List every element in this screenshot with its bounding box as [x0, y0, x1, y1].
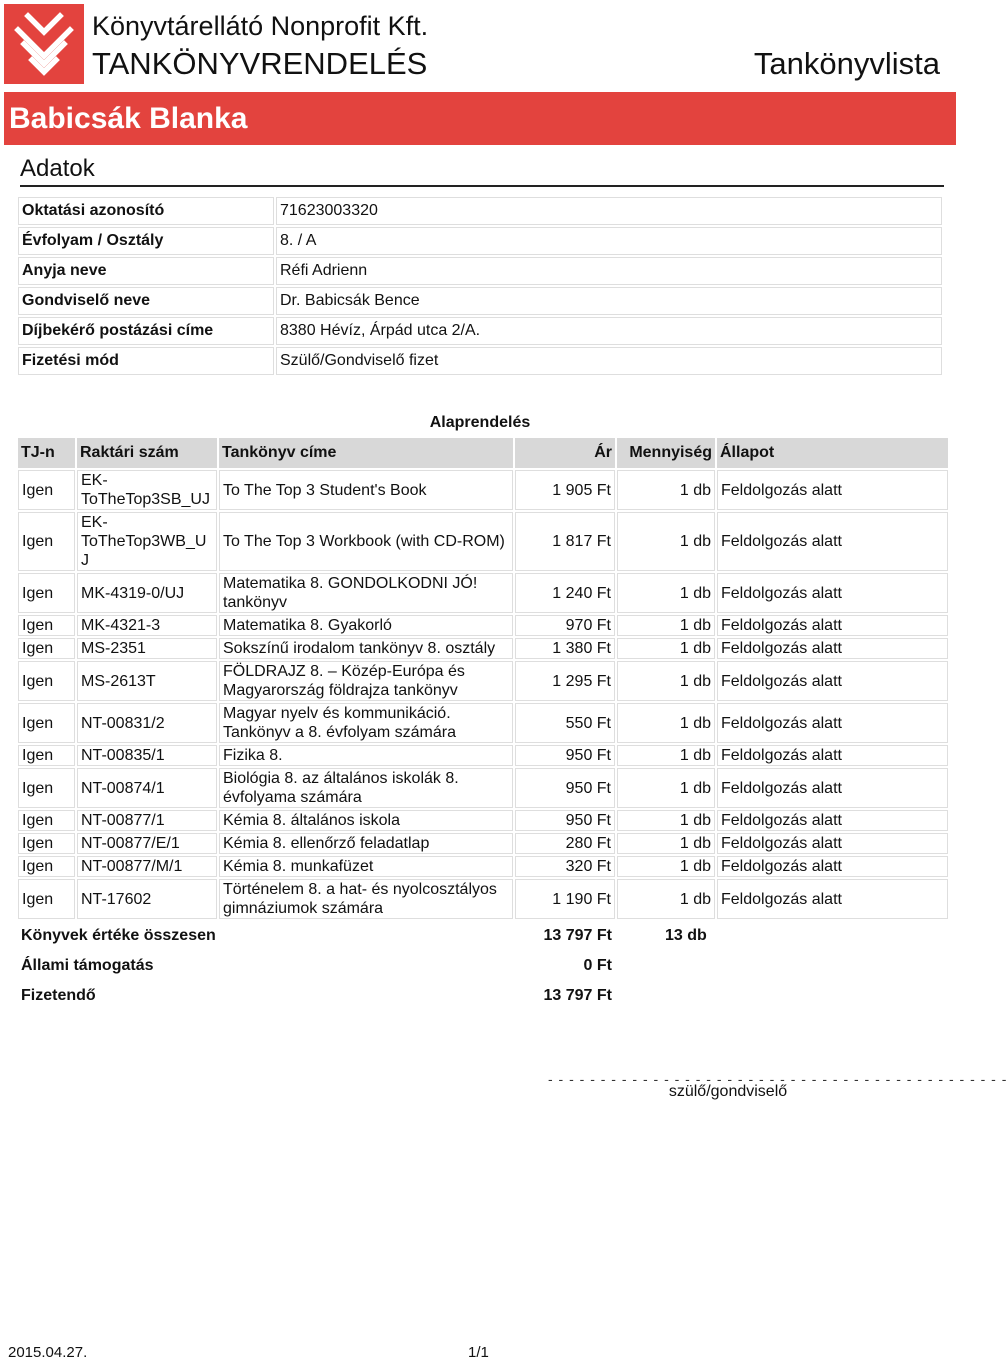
info-row	[18, 287, 942, 315]
row-code: MS-2351	[77, 638, 217, 659]
row-price: 970 Ft	[515, 615, 615, 636]
info-value: 71623003320	[276, 197, 942, 225]
section-header	[20, 154, 944, 187]
table-row	[18, 856, 948, 877]
row-price: 950 Ft	[515, 768, 615, 808]
row-price: 950 Ft	[515, 810, 615, 831]
column-header: Tankönyv címe	[219, 438, 513, 468]
row-qty: 1 db	[617, 856, 715, 877]
summary-empty	[717, 921, 948, 949]
row-price: 320 Ft	[515, 856, 615, 877]
row-status: Feldolgozás alatt	[717, 573, 948, 613]
row-tj: Igen	[18, 879, 75, 919]
row-title: Matematika 8. GONDOLKODNI JÓ! tankönyv	[219, 573, 513, 613]
row-status: Feldolgozás alatt	[717, 703, 948, 743]
row-code: MK-4321-3	[77, 615, 217, 636]
info-label: Gondviselő neve	[18, 287, 274, 315]
summary-value: 0 Ft	[583, 956, 612, 974]
summary-label: Könyvek értéke összesen	[21, 926, 216, 944]
table-row	[18, 470, 948, 510]
row-price: 1 905 Ft	[515, 470, 615, 510]
document-type: Tankönyvlista	[753, 46, 940, 81]
row-tj: Igen	[18, 573, 75, 613]
info-row	[18, 227, 942, 255]
table-row	[18, 703, 948, 743]
info-row	[18, 317, 942, 345]
row-title: Sokszínű irodalom tankönyv 8. osztály	[219, 638, 513, 659]
row-tj: Igen	[18, 745, 75, 766]
row-status: Feldolgozás alatt	[717, 833, 948, 854]
row-code: NT-00874/1	[77, 768, 217, 808]
summary-qty	[617, 981, 715, 1009]
table-row	[18, 833, 948, 854]
info-value: 8380 Hévíz, Árpád utca 2/A.	[276, 317, 942, 345]
table-row	[18, 512, 948, 571]
row-title: Fizika 8.	[219, 745, 513, 766]
row-tj: Igen	[18, 661, 75, 701]
row-status: Feldolgozás alatt	[717, 768, 948, 808]
student-name: Babicsák Blanka	[9, 102, 248, 135]
row-code: NT-00877/1	[77, 810, 217, 831]
row-tj: Igen	[18, 856, 75, 877]
column-header: Ár	[515, 438, 615, 468]
info-value: Szülő/Gondviselő fizet	[276, 347, 942, 375]
row-code: MK-4319-0/UJ	[77, 573, 217, 613]
row-code: NT-00877/E/1	[77, 833, 217, 854]
row-qty: 1 db	[617, 745, 715, 766]
row-qty: 1 db	[617, 615, 715, 636]
row-code: NT-17602	[77, 879, 217, 919]
company-logo	[4, 4, 84, 84]
summary-qty: 13 db	[665, 926, 707, 944]
row-qty: 1 db	[617, 833, 715, 854]
summary-label: Állami támogatás	[21, 956, 154, 974]
row-qty: 1 db	[617, 573, 715, 613]
table-row	[18, 615, 948, 636]
student-banner	[4, 92, 956, 145]
row-tj: Igen	[18, 638, 75, 659]
row-code: NT-00877/M/1	[77, 856, 217, 877]
row-qty: 1 db	[617, 512, 715, 571]
order-header-row	[18, 438, 948, 468]
table-row	[18, 879, 948, 919]
column-header: Állapot	[717, 438, 948, 468]
table-row	[18, 745, 948, 766]
row-tj: Igen	[18, 703, 75, 743]
row-code: EK-ToTheTop3WB_UJ	[77, 512, 217, 571]
row-status: Feldolgozás alatt	[717, 856, 948, 877]
table-row	[18, 661, 948, 701]
org-name: Könyvtárellátó Nonprofit Kft.	[92, 11, 429, 41]
student-info-table	[16, 195, 944, 377]
table-row	[18, 810, 948, 831]
row-price: 1 380 Ft	[515, 638, 615, 659]
document-title: TANKÖNYVRENDELÉS	[92, 46, 428, 81]
summary-empty	[717, 981, 948, 1009]
info-row	[18, 257, 942, 285]
row-price: 1 295 Ft	[515, 661, 615, 701]
row-qty: 1 db	[617, 879, 715, 919]
row-title: Magyar nyelv és kommunikáció. Tankönyv a 8. évfolyam számára	[219, 703, 513, 743]
row-tj: Igen	[18, 810, 75, 831]
summary-value: 13 797 Ft	[543, 986, 612, 1004]
info-label: Díjbekérő postázási címe	[18, 317, 274, 345]
info-value: 8. / A	[276, 227, 942, 255]
row-status: Feldolgozás alatt	[717, 745, 948, 766]
row-price: 950 Ft	[515, 745, 615, 766]
info-row	[18, 197, 942, 225]
info-label: Fizetési mód	[18, 347, 274, 375]
row-status: Feldolgozás alatt	[717, 638, 948, 659]
row-title: Kémia 8. ellenőrző feladatlap	[219, 833, 513, 854]
info-value: Réfi Adrienn	[276, 257, 942, 285]
row-price: 550 Ft	[515, 703, 615, 743]
row-title: To The Top 3 Student's Book	[219, 470, 513, 510]
row-tj: Igen	[18, 512, 75, 571]
info-value: Dr. Babicsák Bence	[276, 287, 942, 315]
info-label: Oktatási azonosító	[18, 197, 274, 225]
row-qty: 1 db	[617, 661, 715, 701]
row-price: 1 817 Ft	[515, 512, 615, 571]
row-price: 1 240 Ft	[515, 573, 615, 613]
row-title: Matematika 8. Gyakorló	[219, 615, 513, 636]
order-caption: Alaprendelés	[429, 414, 531, 431]
row-status: Feldolgozás alatt	[717, 879, 948, 919]
summary-row	[18, 981, 948, 1009]
summary-empty	[717, 951, 948, 979]
summary-qty	[617, 951, 715, 979]
table-row	[18, 768, 948, 808]
row-code: EK-ToTheTop3SB_UJ	[77, 470, 217, 510]
summary-value: 13 797 Ft	[543, 926, 612, 944]
signature-label: szülő/gondviselő	[668, 1083, 788, 1100]
column-header: Raktári szám	[77, 438, 217, 468]
row-tj: Igen	[18, 833, 75, 854]
column-header: TJ-n	[18, 438, 75, 468]
row-price: 1 190 Ft	[515, 879, 615, 919]
column-header: Mennyiség	[617, 438, 715, 468]
row-title: FÖLDRAJZ 8. – Közép-Európa és Magyarország földrajza tankönyv	[219, 661, 513, 701]
row-status: Feldolgozás alatt	[717, 661, 948, 701]
row-title: Történelem 8. a hat- és nyolcosztályos gimnáziumok számára	[219, 879, 513, 919]
order-table	[16, 436, 950, 1011]
row-status: Feldolgozás alatt	[717, 470, 948, 510]
row-qty: 1 db	[617, 768, 715, 808]
summary-label: Fizetendő	[21, 986, 96, 1004]
row-title: To The Top 3 Workbook (with CD-ROM)	[219, 512, 513, 571]
heart-logo-icon	[4, 4, 84, 84]
info-label: Anyja neve	[18, 257, 274, 285]
row-status: Feldolgozás alatt	[717, 615, 948, 636]
row-title: Biológia 8. az általános iskolák 8. évfolyama számára	[219, 768, 513, 808]
row-tj: Igen	[18, 615, 75, 636]
row-qty: 1 db	[617, 703, 715, 743]
summary-row	[18, 921, 948, 949]
row-title: Kémia 8. általános iskola	[219, 810, 513, 831]
row-title: Kémia 8. munkafüzet	[219, 856, 513, 877]
info-row	[18, 347, 942, 375]
table-row	[18, 573, 948, 613]
footer-date: 2015.04.27.	[8, 1344, 88, 1361]
row-code: NT-00831/2	[77, 703, 217, 743]
row-status: Feldolgozás alatt	[717, 512, 948, 571]
signature-line: - - - - - - - - - - - - - - - - - - - - - - - - - - - - - - - - - - - - - - - - - - - -	[548, 1071, 1007, 1087]
row-qty: 1 db	[617, 638, 715, 659]
row-tj: Igen	[18, 768, 75, 808]
row-tj: Igen	[18, 470, 75, 510]
summary-row	[18, 951, 948, 979]
footer-page-number: 1/1	[468, 1344, 489, 1361]
row-status: Feldolgozás alatt	[717, 810, 948, 831]
row-code: NT-00835/1	[77, 745, 217, 766]
row-price: 280 Ft	[515, 833, 615, 854]
row-qty: 1 db	[617, 810, 715, 831]
section-title: Adatok	[20, 155, 95, 182]
row-qty: 1 db	[617, 470, 715, 510]
table-row	[18, 638, 948, 659]
info-label: Évfolyam / Osztály	[18, 227, 274, 255]
row-code: MS-2613T	[77, 661, 217, 701]
